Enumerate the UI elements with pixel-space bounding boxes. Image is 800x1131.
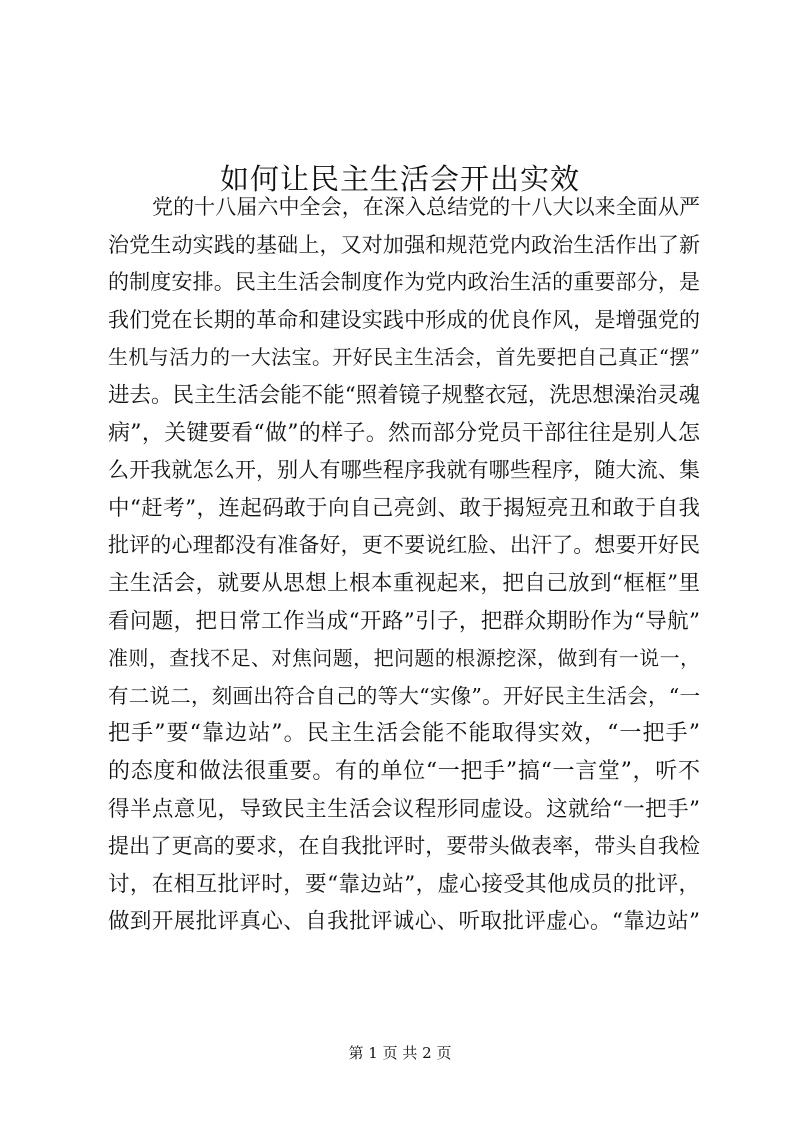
text-line: 讨，在相互批评时，要“靠边站”，虚心接受其他成员的批评， bbox=[108, 871, 700, 897]
text-line: 看问题，把日常工作当成“开路”引子，把群众期盼作为“导航” bbox=[108, 608, 700, 634]
text-line: 我们党在长期的革命和建设实践中形成的优良作风，是增强党的 bbox=[108, 307, 700, 332]
text-line: 进去。民主生活会能不能“照着镜子规整衣冠，洗思想澡治灵魂 bbox=[108, 382, 700, 408]
body-paragraph bbox=[108, 189, 700, 941]
page-number-footer: 第 1 页 共 2 页 bbox=[348, 1044, 452, 1062]
text-line: 中“赶考”，连起码敢于向自己亮剑、敢于揭短亮丑和敢于自我 bbox=[108, 495, 700, 521]
text-line: 主生活会，就要从思想上根本重视起来，把自己放到“框框”里 bbox=[108, 570, 700, 596]
text-line: 党的十八届六中全会，在深入总结党的十八大以来全面从严 bbox=[152, 195, 700, 219]
text-line: 把手”要“靠边站”。民主生活会能不能取得实效，“一把手” bbox=[108, 721, 700, 747]
text-line: 的态度和做法很重要。有的单位“一把手”搞“一言堂”，听不 bbox=[108, 758, 700, 784]
document-title: 如何让民主生活会开出实效 bbox=[219, 162, 580, 197]
text-line: 有二说二，刻画出符合自己的等大“实像”。开好民主生活会，“一 bbox=[108, 683, 700, 708]
text-line: 提出了更高的要求，在自我批评时，要带头做表率，带头自我检 bbox=[108, 834, 700, 859]
text-line: 生机与活力的一大法宝。开好民主生活会，首先要把自己真正“摆” bbox=[108, 345, 700, 370]
text-line: 病”，关键要看“做”的样子。然而部分党员干部往往是别人怎 bbox=[108, 420, 700, 446]
text-line: 得半点意见，导致民主生活会议程形同虚设。这就给“一把手” bbox=[108, 796, 700, 822]
text-line: 准则，查找不足、对焦问题，把问题的根源挖深，做到有一说一， bbox=[108, 646, 700, 671]
text-line: 的制度安排。民主生活会制度作为党内政治生活的重要部分，是 bbox=[108, 270, 700, 295]
text-line: 做到开展批评真心、自我批评诚心、听取批评虚心。“靠边站” bbox=[108, 909, 700, 935]
text-line: 批评的心理都没有准备好，更不要说红脸、出汗了。想要开好民 bbox=[108, 533, 700, 558]
text-line: 治党生动实践的基础上，又对加强和规范党内政治生活作出了新 bbox=[108, 232, 700, 257]
text-line: 么开我就怎么开，别人有哪些程序我就有哪些程序，随大流、集 bbox=[108, 458, 700, 483]
